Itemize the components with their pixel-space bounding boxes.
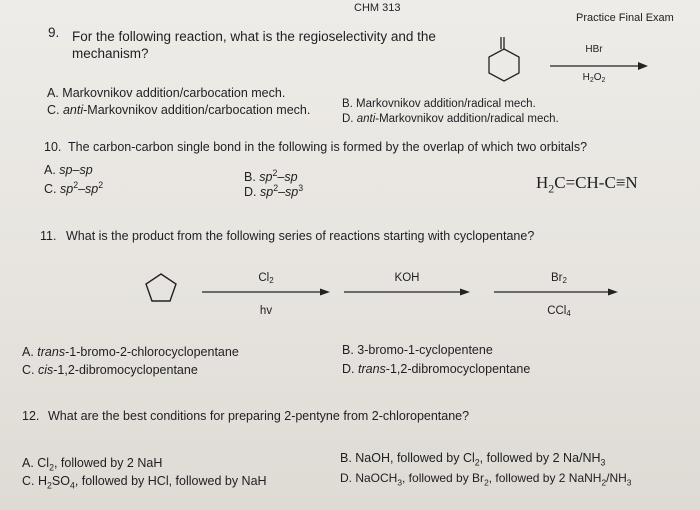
methylenecyclohexane-structure	[489, 37, 519, 81]
step-1-arrowhead	[320, 289, 330, 296]
q11-option-a[interactable]: A. trans-1-bromo-2-chlorocyclopentane	[22, 345, 239, 359]
step-3-reagent-br2: Br2	[551, 272, 567, 285]
q12-option-a[interactable]: A. $Cl_2$, followed by 2 NaH	[22, 456, 163, 473]
question-10-text: The carbon-carbon single bond in the following is formed by the overlap of which two orbitals?	[68, 140, 588, 154]
q9-reaction-scheme	[474, 34, 664, 86]
q10-option-a[interactable]: A. sp–sp	[44, 163, 93, 177]
q10-option-d[interactable]: D. $sp^2-sp^3$	[244, 183, 304, 200]
q10-option-c[interactable]: C. $sp^2-sp^2$	[44, 180, 104, 197]
course-code: CHM 313	[354, 2, 401, 14]
question-11-number: 11.	[40, 229, 57, 243]
question-9-line-2: mechanism?	[72, 46, 149, 61]
step-1-reagent-cl2: Cl2	[258, 272, 274, 285]
q12-option-b[interactable]: B. NaOH, followed by $Cl_2$, followed by 2 $Na/NH_3$	[340, 451, 606, 468]
question-9-line-1: For the following reaction, what is the regioselectivity and the	[72, 29, 436, 44]
question-12-text: What are the best conditions for preparing 2-pentyne from 2-chloropentane?	[48, 409, 470, 423]
q9-reagent-hbr: HBr	[585, 44, 603, 55]
q10-option-b[interactable]: B. $sp^2-sp$	[244, 168, 298, 185]
cyclopentane-structure	[146, 274, 176, 301]
step-3-arrowhead	[608, 289, 618, 296]
q11-option-b[interactable]: B. 3-bromo-1-cyclopentene	[342, 343, 493, 357]
step-1-condition-hv: hv	[259, 305, 273, 317]
question-9-number: 9.	[48, 25, 60, 40]
step-3-solvent-ccl4: CCl4	[547, 305, 571, 318]
q9-arrowhead	[638, 62, 648, 70]
q9-option-d[interactable]: D. anti-Markovnikov addition/radical mech.	[342, 113, 559, 125]
q11-reaction-scheme	[130, 258, 630, 320]
step-2-reagent-koh: KOH	[394, 272, 420, 284]
q12-option-d[interactable]: D. NaOCH$_3$, followed by $Br_2$, followed by 2 $NaNH_2/NH_3$	[340, 471, 632, 488]
q12-option-c[interactable]: C. $H_2SO_4$, followed by HCl, followed by NaH	[22, 474, 267, 491]
q9-option-c[interactable]: C. anti-Markovnikov addition/carbocation mech.	[47, 103, 311, 117]
q9-reagent-h2o2: $H_2O_2$	[582, 72, 606, 84]
step-2-arrowhead	[460, 289, 470, 296]
question-12-number: 12.	[22, 409, 40, 423]
exam-title: Practice Final Exam	[576, 12, 674, 24]
acrylonitrile-formula: $H_2C=CH-C\equiv N$	[536, 173, 638, 196]
q11-option-d[interactable]: D. trans-1,2-dibromocyclopentane	[342, 362, 531, 376]
q9-option-b[interactable]: B. Markovnikov addition/radical mech.	[342, 98, 536, 110]
q11-option-c[interactable]: C. cis-1,2-dibromocyclopentane	[22, 363, 198, 377]
question-11-text: What is the product from the following series of reactions starting with cyclopentane?	[66, 229, 535, 243]
q9-option-a[interactable]: A. Markovnikov addition/carbocation mech.	[47, 86, 286, 100]
question-10-number: 10.	[44, 140, 62, 154]
